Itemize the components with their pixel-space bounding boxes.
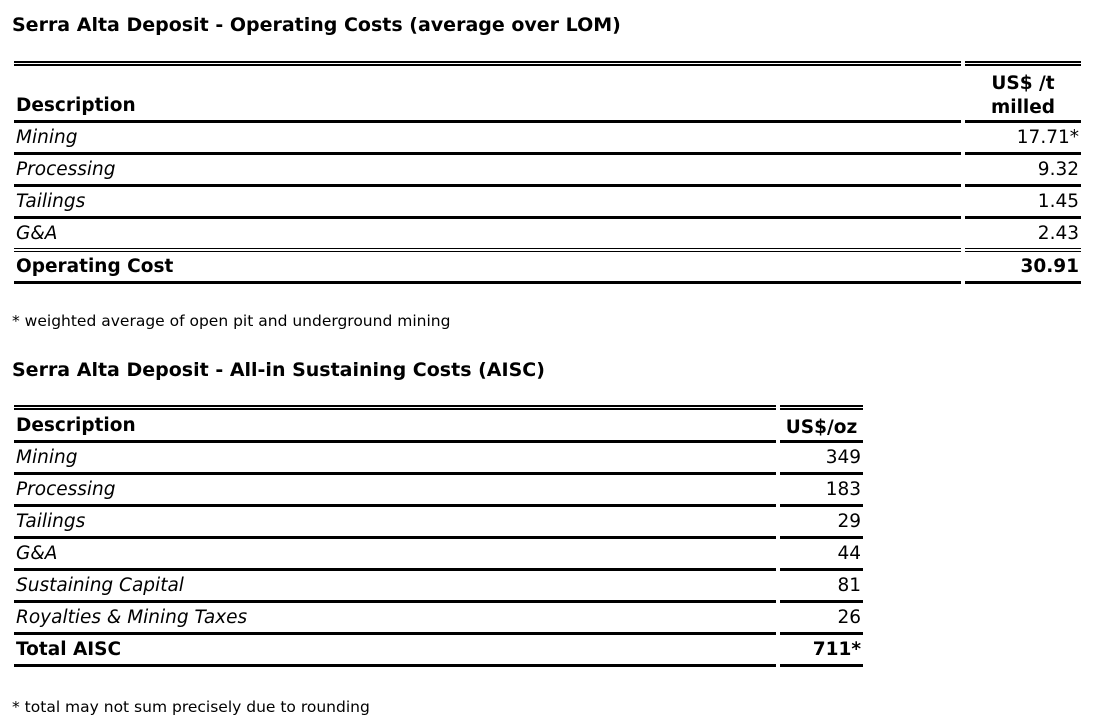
table-row (14, 603, 863, 635)
table-row (14, 155, 1081, 187)
total-value: 30.91 (965, 252, 1081, 284)
row-value: 349 (780, 443, 863, 475)
table-row (14, 539, 863, 571)
table-row (14, 443, 863, 475)
row-label: Processing (14, 475, 776, 507)
table-row (14, 187, 1081, 219)
row-label: Processing (14, 155, 961, 187)
row-label: Royalties & Mining Taxes (14, 603, 776, 635)
row-value: 2.43 (965, 219, 1081, 252)
row-value: 183 (780, 475, 863, 507)
row-label: G&A (14, 539, 776, 571)
row-label: G&A (14, 219, 961, 252)
operating-costs-title: Serra Alta Deposit - Operating Costs (average over LOM) (12, 14, 621, 36)
table-row (14, 123, 1081, 155)
row-label: Tailings (14, 507, 776, 539)
aisc-footnote: * total may not sum precisely due to rounding (12, 698, 370, 716)
unit-header-line1: US$ /t (991, 73, 1055, 94)
description-header: Description (14, 61, 961, 123)
total-row (14, 252, 1081, 284)
total-label: Total AISC (14, 635, 776, 667)
row-label: Mining (14, 443, 776, 475)
row-value: 44 (780, 539, 863, 571)
table-header-row (14, 405, 863, 443)
table-header-row (14, 61, 1081, 123)
unit-header-line2: milled (990, 97, 1056, 118)
row-label: Sustaining Capital (14, 571, 776, 603)
row-value: 81 (780, 571, 863, 603)
unit-header: US$/oz (780, 405, 863, 443)
operating-footnote: * weighted average of open pit and underground mining (12, 312, 451, 330)
table-row (14, 475, 863, 507)
aisc-title: Serra Alta Deposit - All-in Sustaining Costs (AISC) (12, 359, 545, 381)
total-label: Operating Cost (14, 252, 961, 284)
row-value: 29 (780, 507, 863, 539)
table-row (14, 219, 1081, 252)
description-header: Description (14, 405, 776, 443)
aisc-table (10, 405, 867, 667)
row-label: Mining (14, 123, 961, 155)
total-row (14, 635, 863, 667)
operating-costs-table (10, 61, 1085, 284)
row-label: Tailings (14, 187, 961, 219)
table-row (14, 571, 863, 603)
row-value: 26 (780, 603, 863, 635)
unit-header (965, 61, 1081, 123)
total-value: 711* (780, 635, 863, 667)
row-value: 1.45 (965, 187, 1081, 219)
row-value: 9.32 (965, 155, 1081, 187)
table-row (14, 507, 863, 539)
row-value: 17.71* (965, 123, 1081, 155)
